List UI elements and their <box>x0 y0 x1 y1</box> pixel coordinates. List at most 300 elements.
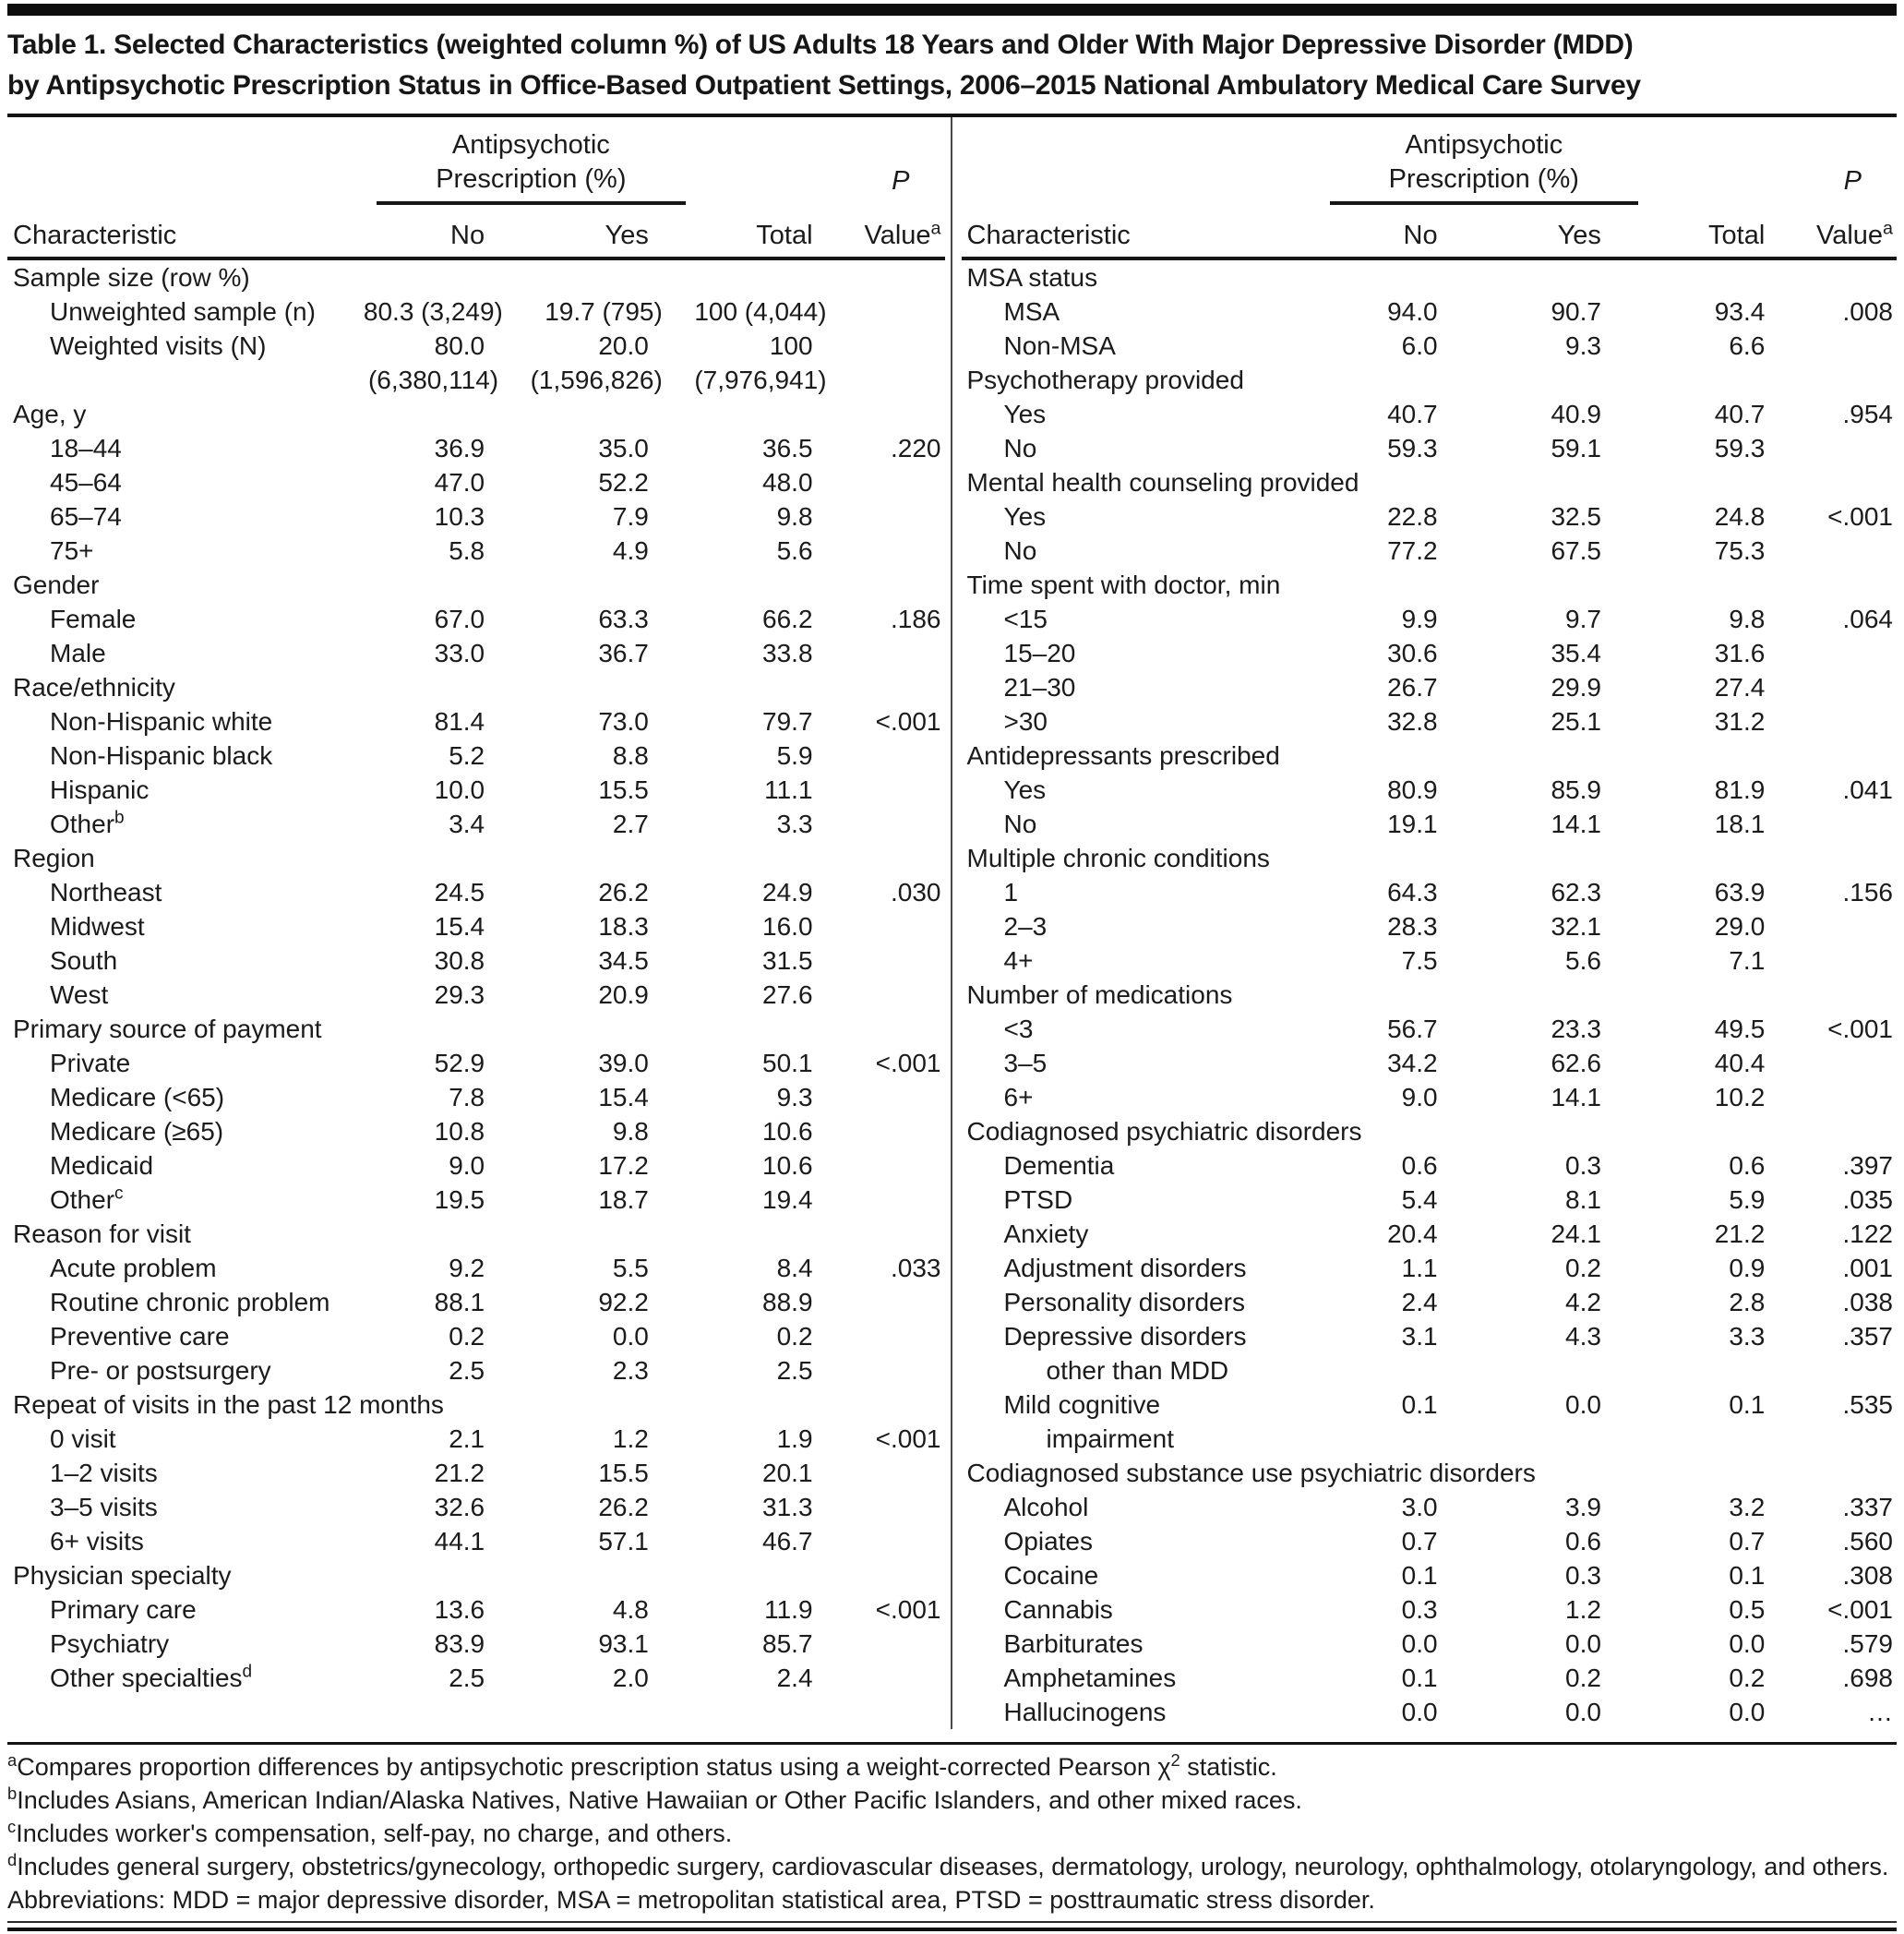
table-row <box>7 1661 945 1695</box>
cell-total: 0.0 <box>1729 1629 1766 1658</box>
row-label: 3–5 visits <box>50 1493 158 1521</box>
row-label: Preventive care <box>50 1322 230 1351</box>
table-row <box>7 1353 945 1387</box>
cell-yes: 4.8 <box>612 1595 649 1624</box>
row-label: Non-MSA <box>1003 331 1116 360</box>
cell-total: 2.5 <box>776 1356 813 1385</box>
cell-p: .156 <box>1842 878 1893 907</box>
cell-total: 10.2 <box>1714 1083 1766 1111</box>
row-label: Gender <box>13 571 100 599</box>
characteristic-column-header: Characteristic <box>962 205 1317 258</box>
cell-yes: 93.1 <box>598 1629 649 1658</box>
footnote: $^b$Includes Asians, American Indian/Alaska Natives, Native Hawaiian or Other Pacific Islanders, and other mixed races. <box>7 1784 1302 1814</box>
cell-p: <.001 <box>875 707 941 736</box>
cell-p <box>828 1114 945 1148</box>
header-spacer <box>664 117 828 205</box>
section-row <box>7 258 945 294</box>
cell-p <box>828 978 945 1012</box>
cell-p <box>828 636 945 670</box>
characteristics-table-right <box>962 117 1898 1729</box>
table-row <box>962 1627 1898 1661</box>
row-label: Anxiety <box>1003 1219 1089 1248</box>
row-label: impairment <box>1046 1424 1174 1453</box>
row-label: Region <box>13 844 95 872</box>
cell-yes: 0.0 <box>1565 1698 1601 1726</box>
cell-yes: 0.0 <box>612 1322 649 1351</box>
cell-no: 3.0 <box>1401 1493 1438 1521</box>
section-row <box>7 841 945 875</box>
table-row <box>962 1080 1898 1114</box>
cell-no: 80.9 <box>1387 775 1438 804</box>
cell-total: 31.6 <box>1714 639 1766 667</box>
cell-no: 80.3 (3,249) <box>363 297 503 326</box>
header-spacer <box>1616 117 1779 205</box>
table-row <box>962 1285 1898 1319</box>
cell-p <box>1779 807 1897 841</box>
cell-yes: 26.2 <box>598 1493 649 1521</box>
cell-total: 0.9 <box>1729 1254 1766 1282</box>
cell-no: 0.6 <box>1401 1151 1438 1180</box>
cell-total: 21.2 <box>1714 1219 1766 1248</box>
row-label: Hispanic <box>50 775 150 804</box>
cell-yes: 26.2 <box>598 878 649 907</box>
cell-no: 2.5 <box>449 1664 485 1692</box>
row-label: West <box>50 980 109 1009</box>
cell-yes: 14.1 <box>1551 1083 1601 1111</box>
cell-no: 83.9 <box>434 1629 485 1658</box>
table-header <box>7 117 945 258</box>
cell-total: 85.7 <box>762 1629 813 1658</box>
cell-yes: 23.3 <box>1551 1015 1601 1043</box>
cell-yes: 63.3 <box>598 605 649 633</box>
table-row <box>962 909 1898 943</box>
cell-no: 64.3 <box>1387 878 1438 907</box>
cell-p <box>1779 431 1897 465</box>
row-label: >30 <box>1003 707 1048 736</box>
row-label: Medicare (≥65) <box>50 1117 224 1146</box>
cell-no: 2.5 <box>449 1356 485 1385</box>
cell-yes: 7.9 <box>612 502 649 531</box>
cell-p: <.001 <box>1827 1015 1893 1043</box>
row-label: No <box>1003 434 1037 462</box>
table-row <box>7 943 945 978</box>
cell-yes: 19.7 (795) <box>545 297 663 326</box>
row-label: Non-Hispanic black <box>50 741 273 770</box>
cell-p <box>828 1353 945 1387</box>
cell-yes: 35.0 <box>598 434 649 462</box>
row-label: Non-Hispanic white <box>50 707 273 736</box>
cell-no: 0.0 <box>1401 1629 1438 1658</box>
cell-no: 5.2 <box>449 741 485 770</box>
cell-no: 33.0 <box>434 639 485 667</box>
row-label: Age, y <box>13 400 87 428</box>
header-spacer <box>7 117 364 205</box>
table-row <box>962 1695 1898 1729</box>
table-row <box>962 1319 1898 1353</box>
total-column-header: Total <box>1616 205 1779 258</box>
row-label: MSA status <box>966 263 1098 292</box>
row-label: Depressive disorders <box>1003 1322 1247 1351</box>
row-label: Yes <box>1003 400 1047 428</box>
row-label: Opiates <box>1003 1527 1093 1556</box>
cell-p <box>1779 1046 1897 1080</box>
cell-no: 0.1 <box>1401 1561 1438 1590</box>
cell-yes: 57.1 <box>598 1527 649 1556</box>
cell-total: 6.6 <box>1729 331 1766 360</box>
table-row <box>7 807 945 841</box>
table-body-columns <box>7 117 1897 1729</box>
cell-total: 0.2 <box>1729 1664 1766 1692</box>
cell-p: .560 <box>1842 1527 1893 1556</box>
row-label: Mild cognitive <box>1003 1390 1161 1419</box>
cell-p: <.001 <box>1827 502 1893 531</box>
cell-no: 10.8 <box>434 1117 485 1146</box>
row-label: Pre- or postsurgery <box>50 1356 271 1385</box>
cell-yes: 0.0 <box>1565 1629 1601 1658</box>
cell-no: 5.4 <box>1401 1185 1438 1214</box>
cell-yes: 0.2 <box>1565 1254 1601 1282</box>
table-row <box>962 1524 1898 1558</box>
row-label: 6+ <box>1003 1083 1034 1111</box>
cell-p <box>1779 909 1897 943</box>
cell-p: .041 <box>1842 775 1893 804</box>
cell-yes: 35.4 <box>1551 639 1601 667</box>
cell-yes: 39.0 <box>598 1049 649 1077</box>
cell-no: 24.5 <box>434 878 485 907</box>
footnotes <box>7 1750 1897 1916</box>
cell-p <box>828 363 945 397</box>
characteristics-table-left <box>7 117 945 1695</box>
p-value-column-header: Value$^a$ <box>828 205 945 258</box>
cell-total: 40.4 <box>1714 1049 1766 1077</box>
section-row <box>962 363 1898 397</box>
cell-total: 1.9 <box>776 1424 813 1453</box>
left-half-table <box>7 117 952 1729</box>
cell-total: 40.7 <box>1714 400 1766 428</box>
row-label: Midwest <box>50 912 145 941</box>
cell-no: 7.5 <box>1401 946 1438 975</box>
bottom-rules <box>7 1921 1897 1934</box>
cell-yes: 40.9 <box>1551 400 1601 428</box>
cell-no: 29.3 <box>434 980 485 1009</box>
cell-yes: 9.7 <box>1565 605 1601 633</box>
cell-no: 7.8 <box>449 1083 485 1111</box>
row-label: Yes <box>1003 502 1047 531</box>
cell-p <box>828 1285 945 1319</box>
cell-p: .035 <box>1842 1185 1893 1214</box>
cell-no: 6.0 <box>1401 331 1438 360</box>
table-row <box>962 1251 1898 1285</box>
cell-p <box>828 1319 945 1353</box>
table-row <box>962 636 1898 670</box>
cell-yes: 20.0 <box>598 331 649 360</box>
row-label: Sample size (row %) <box>13 263 250 292</box>
cell-total: 46.7 <box>762 1527 813 1556</box>
cell-no: 19.1 <box>1387 810 1438 838</box>
cell-no: 19.5 <box>434 1185 485 1214</box>
row-label: Private <box>50 1049 131 1077</box>
table-row <box>7 875 945 909</box>
cell-no: 0.2 <box>449 1322 485 1351</box>
cell-total: 10.6 <box>762 1151 813 1180</box>
cell-yes: 59.1 <box>1551 434 1601 462</box>
cell-p: .030 <box>891 878 941 907</box>
table-title-line-1: Table 1. Selected Characteristics (weighted column %) of US Adults 18 Years and Older With Major Depressive Disorder (MDD) <box>7 30 1634 60</box>
table-row <box>7 1524 945 1558</box>
cell-total: 79.7 <box>762 707 813 736</box>
cell-no: 52.9 <box>434 1049 485 1077</box>
cell-total: 2.4 <box>776 1664 813 1692</box>
p-value-column-header: Value$^a$ <box>1779 205 1897 258</box>
cell-yes: 0.3 <box>1565 1561 1601 1590</box>
cell-total: 10.6 <box>762 1117 813 1146</box>
footnote: $^c$Includes worker's compensation, self-pay, no charge, and others. <box>7 1817 733 1847</box>
cell-total: 66.2 <box>762 605 813 633</box>
cell-no: 2.1 <box>449 1424 485 1453</box>
no-column-header: No <box>1317 205 1453 258</box>
row-label: Adjustment disorders <box>1003 1254 1247 1282</box>
table-row <box>7 1490 945 1524</box>
cell-no: 94.0 <box>1387 297 1438 326</box>
row-label: Psychiatry <box>50 1629 170 1658</box>
cell-p <box>828 739 945 773</box>
row-label: Weighted visits (N) <box>50 331 267 360</box>
cell-yes: 1.2 <box>612 1424 649 1453</box>
cell-yes: 32.1 <box>1551 912 1601 941</box>
cell-no: 36.9 <box>434 434 485 462</box>
cell-yes: 3.9 <box>1565 1493 1601 1521</box>
table-row <box>7 534 945 568</box>
table-row <box>962 1558 1898 1592</box>
table-row <box>962 1490 1898 1524</box>
cell-no: 67.0 <box>434 605 485 633</box>
cell-yes: 52.2 <box>598 468 649 497</box>
table-row <box>7 636 945 670</box>
table-row <box>7 602 945 636</box>
row-label: Other specialties$^d$ <box>50 1662 253 1692</box>
footnote: Abbreviations: MDD = major depressive disorder, MSA = metropolitan statistical area, PTSD = posttraumatic stress disorder. <box>7 1886 1375 1914</box>
cell-p: .122 <box>1842 1219 1893 1248</box>
cell-total: 24.8 <box>1714 502 1766 531</box>
characteristic-column-header: Characteristic <box>7 205 364 258</box>
cell-no: 3.1 <box>1401 1322 1438 1351</box>
cell-p <box>1779 329 1897 363</box>
cell-p: .397 <box>1842 1151 1893 1180</box>
table-row <box>7 294 945 329</box>
cell-p <box>828 1148 945 1183</box>
cell-no: 88.1 <box>434 1288 485 1316</box>
footnote-divider-rule <box>7 1742 1897 1745</box>
cell-no: 0.1 <box>1401 1664 1438 1692</box>
cell-no: 30.8 <box>434 946 485 975</box>
row-label: Number of medications <box>966 980 1233 1009</box>
cell-no: (6,380,114) <box>367 366 499 394</box>
row-label: Northeast <box>50 878 162 907</box>
cell-p <box>828 807 945 841</box>
cell-yes: 32.5 <box>1551 502 1601 531</box>
top-rule-bar <box>7 4 1897 16</box>
cell-total: 49.5 <box>1714 1015 1766 1043</box>
cell-total: 0.2 <box>776 1322 813 1351</box>
cell-total: 0.7 <box>1729 1527 1766 1556</box>
cell-yes: 36.7 <box>598 639 649 667</box>
cell-p: <.001 <box>875 1424 941 1453</box>
row-label: 75+ <box>50 536 94 565</box>
cell-no: 10.3 <box>434 502 485 531</box>
bottom-rule-thin <box>7 1921 1897 1923</box>
cell-p <box>828 1661 945 1695</box>
cell-p <box>1779 534 1897 568</box>
row-label: Female <box>50 605 137 633</box>
cell-total: 0.1 <box>1729 1561 1766 1590</box>
row-label: 45–64 <box>50 468 122 497</box>
cell-total: 7.1 <box>1729 946 1766 975</box>
row-label: Race/ethnicity <box>13 673 175 702</box>
bottom-rule-thick <box>7 1928 1897 1931</box>
row-label: Hallucinogens <box>1003 1698 1167 1726</box>
row-label: 18–44 <box>50 434 122 462</box>
cell-p: .698 <box>1842 1664 1893 1692</box>
row-label: Multiple chronic conditions <box>966 844 1270 872</box>
table-row <box>7 329 945 363</box>
cell-yes: 2.7 <box>612 810 649 838</box>
row-label: Cannabis <box>1003 1595 1113 1624</box>
table-row <box>7 909 945 943</box>
cell-total: 50.1 <box>762 1049 813 1077</box>
cell-no: 81.4 <box>434 707 485 736</box>
cell-p <box>828 329 945 363</box>
cell-yes: 0.0 <box>1565 1390 1601 1419</box>
cell-total: 31.3 <box>762 1493 813 1521</box>
section-row <box>7 670 945 704</box>
cell-yes: 29.9 <box>1551 673 1601 702</box>
table-row <box>962 602 1898 636</box>
cell-total: 20.1 <box>762 1459 813 1487</box>
cell-yes: 2.0 <box>612 1664 649 1692</box>
cell-yes: 18.3 <box>598 912 649 941</box>
row-label: <15 <box>1003 605 1048 633</box>
cell-p: .186 <box>891 605 941 633</box>
cell-no: 0.3 <box>1401 1595 1438 1624</box>
cell-no: 30.6 <box>1387 639 1438 667</box>
cell-yes: 8.8 <box>612 741 649 770</box>
cell-total: 27.6 <box>762 980 813 1009</box>
table-row <box>7 1251 945 1285</box>
cell-yes: 1.2 <box>1565 1595 1601 1624</box>
p-header: P <box>1843 166 1862 196</box>
row-label: Psychotherapy provided <box>966 366 1244 394</box>
row-label: Cocaine <box>1003 1561 1099 1590</box>
row-label: South <box>50 946 118 975</box>
cell-no: 32.8 <box>1387 707 1438 736</box>
row-label: No <box>1003 810 1037 838</box>
row-label: Amphetamines <box>1003 1664 1177 1692</box>
table-row <box>962 499 1898 534</box>
cell-total: 5.9 <box>1729 1185 1766 1214</box>
cell-p: .038 <box>1842 1288 1893 1316</box>
row-label: Other$^c$ <box>50 1183 124 1214</box>
cell-yes: 4.2 <box>1565 1288 1601 1316</box>
total-column-header: Total <box>664 205 828 258</box>
cell-p <box>1779 670 1897 704</box>
cell-total: 29.0 <box>1714 912 1766 941</box>
row-label: Yes <box>1003 775 1047 804</box>
cell-p <box>828 1183 945 1217</box>
cell-total: 27.4 <box>1714 673 1766 702</box>
cell-no: 9.9 <box>1401 605 1438 633</box>
cell-yes: 67.5 <box>1551 536 1601 565</box>
row-label: MSA <box>1003 297 1060 326</box>
table-row <box>7 1319 945 1353</box>
cell-total: 0.1 <box>1729 1390 1766 1419</box>
cell-total: 5.9 <box>776 741 813 770</box>
cell-total: 0.6 <box>1729 1151 1766 1180</box>
cell-p <box>828 499 945 534</box>
cell-yes: (1,596,826) <box>530 366 663 394</box>
cell-no: 0.0 <box>1401 1698 1438 1726</box>
table-row <box>7 1456 945 1490</box>
row-label: Routine chronic problem <box>50 1288 330 1316</box>
cell-p: .579 <box>1842 1629 1893 1658</box>
row-label: 1–2 visits <box>50 1459 158 1487</box>
cell-p: .337 <box>1842 1493 1893 1521</box>
cell-yes: 62.6 <box>1551 1049 1601 1077</box>
cell-total: 16.0 <box>762 912 813 941</box>
cell-no: 20.4 <box>1387 1219 1438 1248</box>
cell-p: .308 <box>1842 1561 1893 1590</box>
cell-total: 11.9 <box>764 1595 813 1624</box>
table-row <box>7 1148 945 1183</box>
cell-p <box>1779 636 1897 670</box>
section-row <box>962 258 1898 294</box>
cell-p <box>828 294 945 329</box>
cell-total: 9.8 <box>1729 605 1766 633</box>
table-row <box>7 1114 945 1148</box>
cell-no: 15.4 <box>434 912 485 941</box>
table-title <box>7 25 1897 106</box>
cell-p <box>1779 704 1897 739</box>
cell-p: .357 <box>1842 1322 1893 1351</box>
table-row <box>7 1285 945 1319</box>
table-row <box>962 1387 1898 1422</box>
table-title-line-2: by Antipsychotic Prescription Status in Office-Based Outpatient Settings, 2006–2015 National Ambulatory Medical Care Survey <box>7 70 1641 101</box>
section-row <box>962 841 1898 875</box>
section-row <box>7 1387 945 1422</box>
table-header <box>962 117 1898 258</box>
cell-no: 3.4 <box>449 810 485 838</box>
row-label: Mental health counseling provided <box>966 468 1359 497</box>
cell-total: 100 <box>769 331 813 360</box>
cell-yes: 73.0 <box>598 707 649 736</box>
cell-yes: 34.5 <box>598 946 649 975</box>
row-label: <3 <box>1003 1015 1034 1043</box>
cell-p <box>828 1627 945 1661</box>
row-label: other than MDD <box>1046 1356 1229 1385</box>
table-row <box>962 1046 1898 1080</box>
table-row <box>962 1183 1898 1217</box>
row-label: Unweighted sample (n) <box>50 297 316 326</box>
row-label: 21–30 <box>1003 673 1076 702</box>
cell-no: 5.8 <box>449 536 485 565</box>
row-label: Acute problem <box>50 1254 217 1282</box>
antipsychotic-prescription-group-header: Antipsychotic Prescription (%) <box>377 128 686 205</box>
cell-total: 59.3 <box>1714 434 1766 462</box>
row-label: Codiagnosed psychiatric disorders <box>966 1117 1362 1146</box>
table-row <box>962 1012 1898 1046</box>
cell-total: 11.1 <box>764 775 813 804</box>
cell-total: 36.5 <box>762 434 813 462</box>
cell-no: 10.0 <box>434 775 485 804</box>
